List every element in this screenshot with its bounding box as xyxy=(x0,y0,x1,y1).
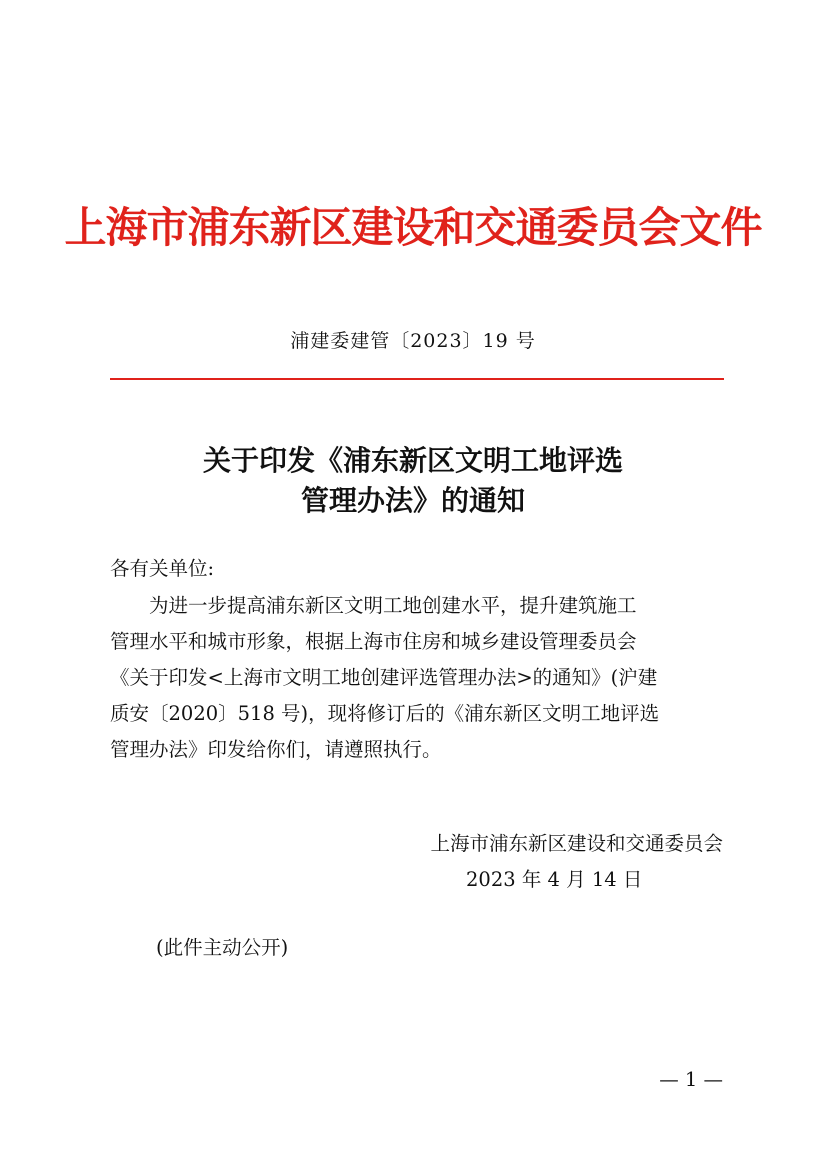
body-line: 为进一步提高浦东新区文明工地创建水平，提升建筑施工 xyxy=(110,594,637,617)
document-header-title: 上海市浦东新区建设和交通委员会文件 xyxy=(64,203,762,252)
body-line: 《关于印发<上海市文明工地创建评选管理办法>的通知》(沪建 xyxy=(110,666,658,689)
disclosure-note: (此件主动公开) xyxy=(156,936,289,959)
document-title-line-2: 管理办法》的通知 xyxy=(300,484,525,517)
body-line: 管理办法》印发给你们，请遵照执行。 xyxy=(110,738,442,761)
signature-date: 2023 年 4 月 14 日 xyxy=(466,868,643,891)
salutation: 各有关单位: xyxy=(110,557,215,580)
body-paragraph xyxy=(110,588,722,768)
signature-organization: 上海市浦东新区建设和交通委员会 xyxy=(430,832,723,855)
red-divider-line xyxy=(110,378,724,380)
document-title xyxy=(0,441,826,521)
document-number: 浦建委建管〔2023〕19 号 xyxy=(290,330,536,352)
page-number: — 1 — xyxy=(659,1068,723,1091)
body-line: 质安〔2020〕518 号)，现将修订后的《浦东新区文明工地评选 xyxy=(110,702,660,725)
body-line: 管理水平和城市形象，根据上海市住房和城乡建设管理委员会 xyxy=(110,630,637,653)
document-title-line-1: 关于印发《浦东新区文明工地评选 xyxy=(202,444,623,477)
